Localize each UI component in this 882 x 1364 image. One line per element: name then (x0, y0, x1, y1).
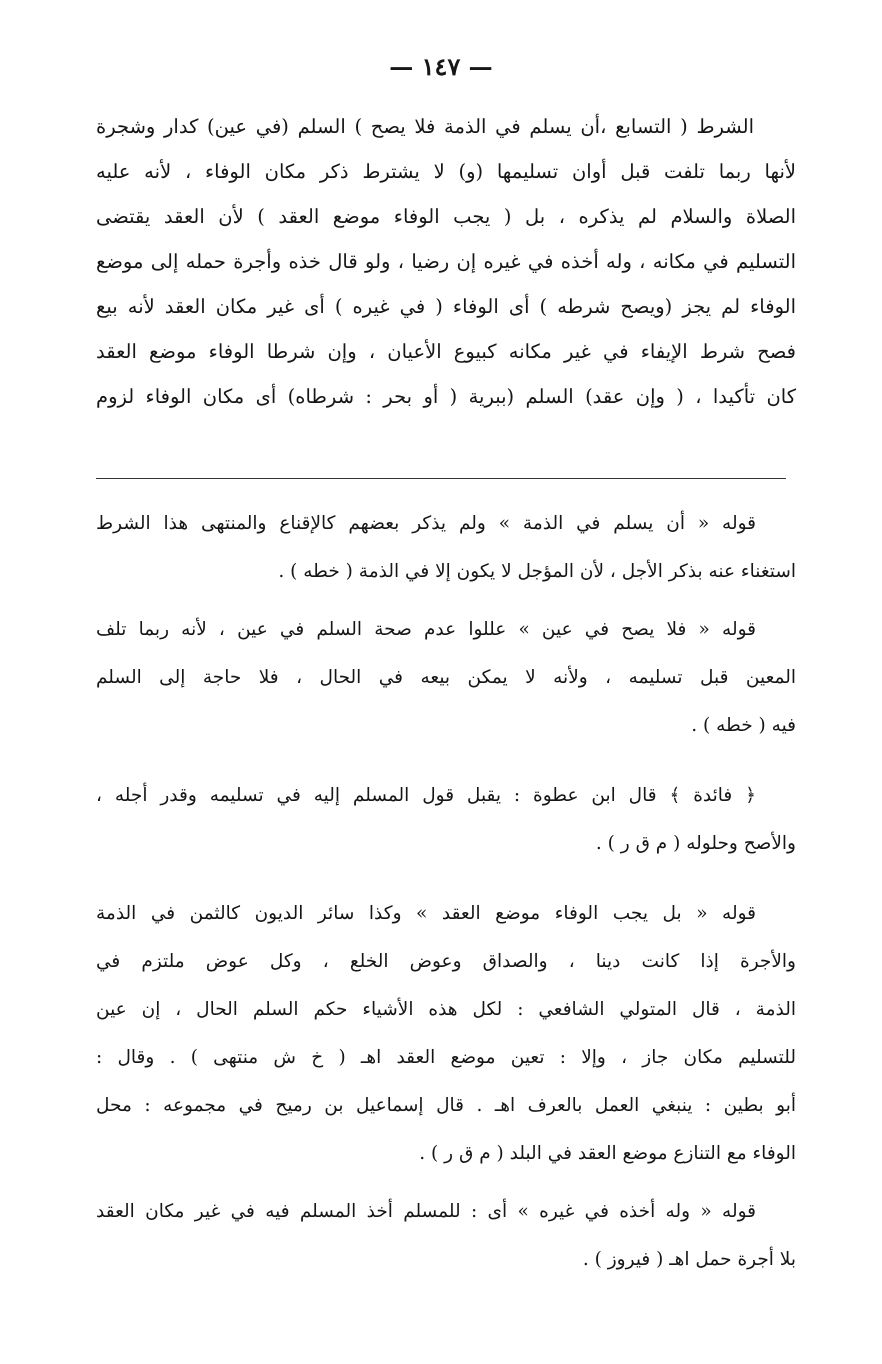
footnote-line: قوله « أن يسلم في الذمة » ولم يذكر بعضهم كالإقناع والمنتهى هذا الشرط (96, 513, 756, 534)
footnote-line: للتسليم مكان جاز ، وإلا : تعين موضع العقد اهـ ( خ ش منتهى ) . وقال : (96, 1047, 796, 1068)
main-line: لأنها ربما تلفت قبل أوان تسليمها (و) لا يشترط ذكر مكان الوفاء ، لأنه عليه (96, 160, 796, 183)
footnotes (96, 500, 796, 1294)
main-text (96, 104, 796, 419)
main-line: التسليم في مكانه ، وله أخذه في غيره إن رضيا ، ولو قال خذه وأجرة حمله إلى موضع (96, 250, 796, 273)
footnote (96, 1188, 796, 1284)
footnote-line: المعين قبل تسليمه ، ولأنه لا يمكن بيعه في الحال ، فلا حاجة إلى السلم (96, 667, 796, 688)
main-line: الشرط ( التسابع ،أن يسلم في الذمة فلا يصح ) السلم (في عين) كدار وشجرة (96, 115, 754, 138)
main-line: فصح شرط الإيفاء في غير مكانه كبيوع الأعيان ، وإن شرطا الوفاء موضع العقد (96, 340, 796, 363)
main-line: الوفاء لم يجز (ويصح شرطه ) أى الوفاء ( في غيره ) أى غير مكان العقد لأنه بيع (96, 295, 796, 318)
footnote (96, 890, 796, 1178)
footnote (96, 606, 796, 750)
footnote-line: والأصح وحلوله ( م ق ر ) . (595, 833, 796, 854)
footnote-line: ﴿ فائدة ﴾ قال ابن عطوة : يقبل قول المسلم إليه في تسليمه وقدر أجله ، (96, 785, 756, 806)
footnote (96, 500, 796, 596)
footnote-line: قوله « فلا يصح في عين » عللوا عدم صحة السلم في عين ، لأنه ربما تلف (96, 619, 756, 640)
main-line: كان تأكيدا ، ( وإن عقد) السلم (ببرية ( أو بحر : شرطاه) أى مكان الوفاء لزوم (96, 385, 796, 408)
footnote-line: استغناء عنه بذكر الأجل ، لأن المؤجل لا يكون إلا في الذمة ( خطه ) . (278, 561, 796, 582)
footnote-line: قوله « وله أخذه في غيره » أى : للمسلم أخذ المسلم فيه في غير مكان العقد (96, 1201, 756, 1222)
footnote-fawaid (96, 772, 796, 868)
footnote-line: فيه ( خطه ) . (691, 715, 796, 736)
footnote-line: أبو بطين : ينبغي العمل بالعرف اهـ . قال إسماعيل بن رميح في مجموعه : محل (96, 1095, 796, 1116)
footnote-line: الذمة ، قال المتولي الشافعي : لكل هذه الأشياء حكم السلم الحال ، إن عين (96, 999, 796, 1020)
page-number: — ١٤٧ — (389, 52, 493, 81)
footnote-line: بلا أجرة حمل اهـ ( فيروز ) . (582, 1249, 796, 1270)
footnote-line: قوله « بل يجب الوفاء موضع العقد » وكذا سائر الديون كالثمن في الذمة (96, 903, 756, 924)
main-line: الصلاة والسلام لم يذكره ، بل ( يجب الوفاء موضع العقد ) لأن العقد يقتضى (96, 205, 796, 228)
footnote-line: والأجرة إذا كانت دينا ، والصداق وعوض الخلع ، وكل عوض ملتزم في (96, 951, 796, 972)
footnote-line: الوفاء مع التنازع موضع العقد في البلد ( م ق ر ) . (419, 1143, 796, 1164)
footnote-divider (96, 478, 786, 479)
